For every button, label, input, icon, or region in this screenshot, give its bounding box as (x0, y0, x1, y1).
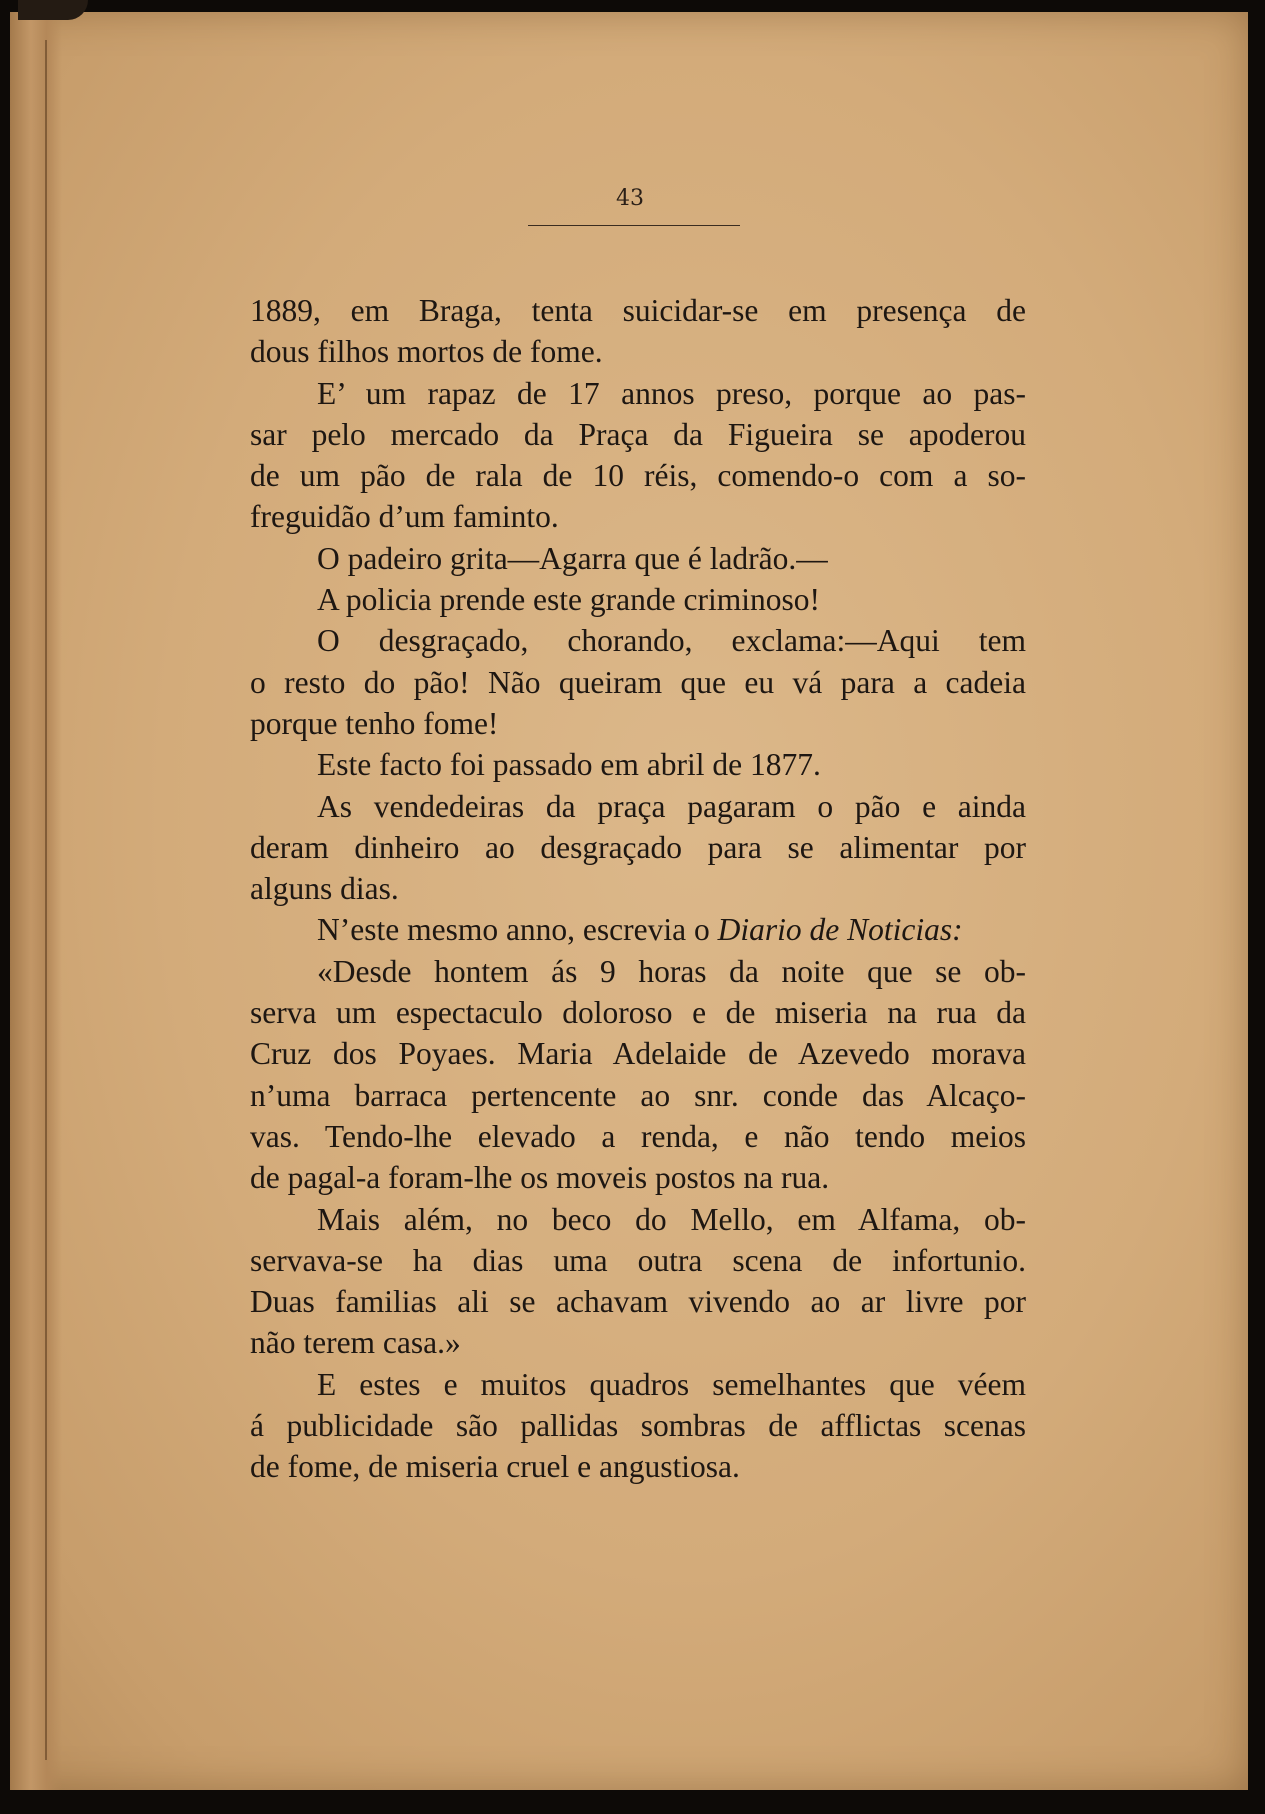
text-line: Mais além, no beco do Mello, em Alfama, ob- (317, 1201, 1026, 1237)
text-line: As vendedeiras da praça pagaram o pão e ainda (317, 788, 1026, 824)
text-line: «Desde hontem ás 9 horas da noite que se ob- (317, 953, 1026, 989)
text-line: E’ um rapaz de 17 annos preso, porque ao pas- (317, 375, 1026, 411)
text-line: alguns dias. (250, 871, 399, 907)
page-number: 43 (616, 186, 644, 211)
text-line: de pagal-a foram-lhe os moveis postos na rua. (250, 1160, 830, 1196)
body-text (250, 290, 1026, 1488)
text-line: não terem casa.» (250, 1325, 461, 1361)
text-line: n’uma barraca pertencente ao snr. conde das Alcaço- (250, 1077, 1026, 1113)
text-line: de um pão de rala de 10 réis, comendo-o com a so- (250, 458, 1026, 494)
newspaper-title: Diario de Noticias (717, 912, 953, 948)
text-line: vas. Tendo-lhe elevado a renda, e não tendo meios (250, 1118, 1026, 1154)
page-binding-shadow (10, 12, 62, 1790)
text-line: deram dinheiro ao desgraçado para se alimentar por (250, 829, 1026, 865)
citation-prefix: N’este mesmo anno, escrevia o (317, 912, 718, 948)
binding-edge-line (45, 40, 47, 1760)
text-line: servava-se ha dias uma outra scena de infortunio. (250, 1242, 1026, 1278)
text-line: 1889, em Braga, tenta suicidar-se em presença de (250, 293, 1026, 328)
text-line: sar pelo mercado da Praça da Figueira se apoderou (250, 416, 1026, 452)
citation-colon: : (952, 912, 963, 948)
diario-citation-line (250, 909, 1026, 950)
text-line: O padeiro grita—Agarra que é ladrão.— (317, 540, 828, 576)
text-line: de fome, de miseria cruel e angustiosa. (250, 1449, 740, 1485)
text-line: dous filhos mortos de fome. (250, 334, 603, 370)
text-line: E estes e muitos quadros semelhantes que véem (317, 1366, 1026, 1402)
text-line: Cruz dos Poyaes. Maria Adelaide de Azevedo morava (250, 1036, 1026, 1072)
torn-corner (18, 0, 88, 20)
text-line: porque tenho fome! (250, 705, 499, 741)
text-line: O desgraçado, chorando, exclama:—Aqui tem (317, 623, 1026, 659)
text-line: o resto do pão! Não queiram que eu vá para a cadeia (250, 664, 1026, 700)
text-line: Duas familias ali se achavam vivendo ao ar livre por (250, 1284, 1026, 1320)
text-line: serva um espectaculo doloroso e de miseria na rua da (250, 995, 1026, 1031)
text-line: A policia prende este grande criminoso! (317, 582, 820, 618)
text-line: á publicidade são pallidas sombras de afflictas scenas (250, 1408, 1026, 1444)
header-rule (528, 225, 740, 226)
text-line: Este facto foi passado em abril de 1877. (317, 747, 821, 783)
text-line: freguidão d’um faminto. (250, 499, 559, 535)
